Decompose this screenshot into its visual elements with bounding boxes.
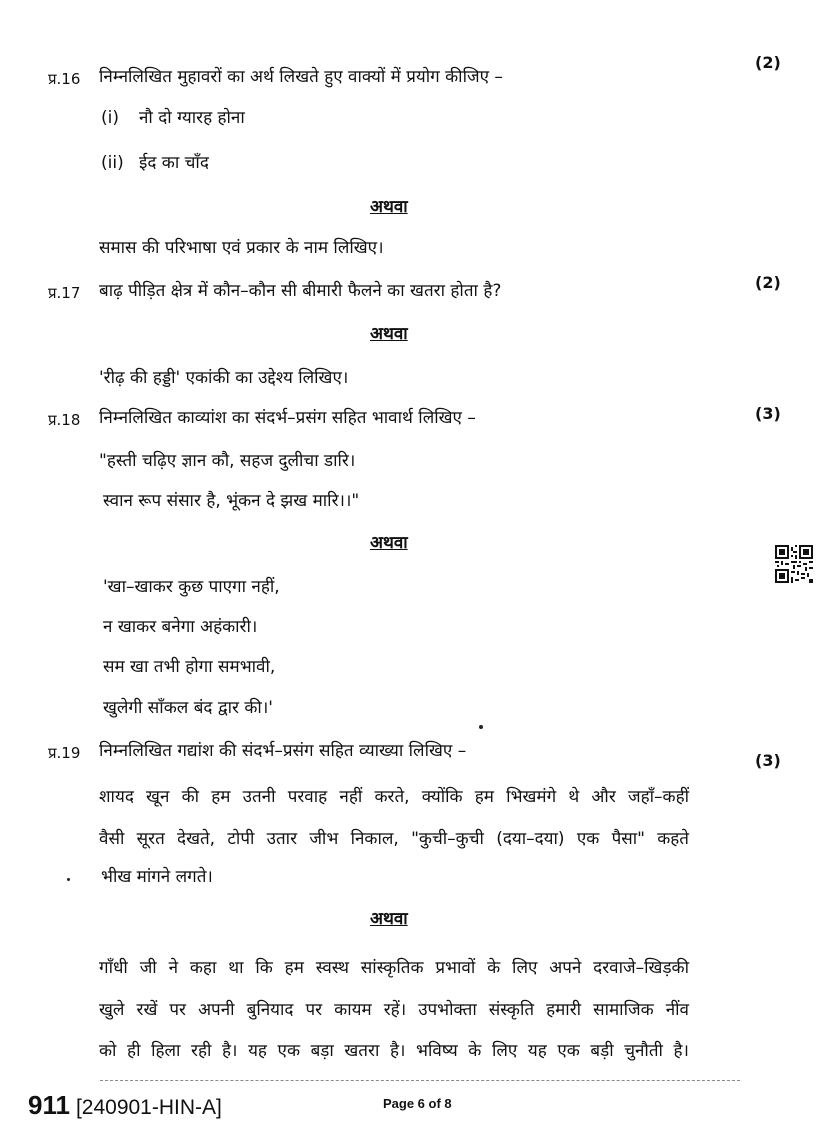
question-marks: (2) (755, 273, 781, 292)
item-label: (ii) (101, 153, 124, 173)
question-text: निम्नलिखित गद्यांश की संदर्भ–प्रसंग सहित व्याख्या लिखिए – (99, 741, 467, 761)
question-number: प्र.18 (48, 411, 81, 429)
poem-line: सम खा तभी होगा समभावी, (103, 657, 276, 677)
poem-line: खुलेगी साँकल बंद द्वार की।' (103, 698, 273, 718)
question-marks: (2) (755, 53, 781, 72)
paper-code (28, 1090, 222, 1121)
passage-line: को ही हिला रही है। यह एक बड़ा खतरा है। भविष्य के लिए यह एक बड़ी चुनौती है। (99, 1041, 689, 1061)
passage-line: गाँधी जी ने कहा था कि हम स्वस्थ सांस्कृतिक प्रभावों के लिए अपने दरवाजे–खिड़की (99, 958, 689, 978)
question-number: प्र.16 (48, 70, 81, 88)
or-separator: अथवा (370, 197, 408, 217)
poem-line: न खाकर बनेगा अहंकारी। (103, 617, 258, 637)
page-number: Page 6 of 8 (383, 1096, 452, 1111)
passage-line: वैसी सूरत देखते, टोपी उतार जीभ निकाल, "कुची–कुची (दया–दया) एक पैसा" कहते (99, 829, 689, 849)
passage-line: खुले रखें पर अपनी बुनियाद पर कायम रहें। उपभोक्ता संस्कृति हमारी सामाजिक नींव (99, 1000, 689, 1020)
paper-code-id: [240901-HIN-A] (75, 1096, 222, 1119)
item-label: (i) (101, 108, 119, 128)
footer-divider (100, 1080, 740, 1081)
alternate-question-text: 'रीढ़ की हड्डी' एकांकी का उद्देश्य लिखिए। (99, 368, 349, 388)
or-separator: अथवा (370, 324, 408, 344)
alternate-question-text: समास की परिभाषा एवं प्रकार के नाम लिखिए। (99, 238, 384, 258)
paper-code-number: 911 (28, 1090, 70, 1120)
poem-line: स्वान रूप संसार है, भूंकन दे झख मारि।।" (103, 491, 360, 511)
item-text: नौ दो ग्यारह होना (139, 108, 245, 128)
passage-line: शायद खून की हम उतनी परवाह नहीं करते, क्योंकि हम भिखमंगे थे और जहाँ–कहीं (99, 787, 689, 807)
question-number: प्र.19 (48, 744, 81, 762)
question-marks: (3) (755, 751, 781, 770)
or-separator: अथवा (370, 909, 408, 929)
question-marks: (3) (755, 404, 781, 423)
passage-line: भीख मांगने लगते। (101, 867, 213, 887)
poem-line: 'खा–खाकर कुछ पाएगा नहीं, (103, 577, 280, 597)
or-separator: अथवा (370, 533, 408, 553)
question-text: निम्नलिखित काव्यांश का संदर्भ–प्रसंग सहित भावार्थ लिखिए – (99, 408, 476, 428)
item-text: ईद का चाँद (139, 153, 209, 173)
stray-mark (479, 725, 483, 729)
question-text: बाढ़ पीड़ित क्षेत्र में कौन–कौन सी बीमारी फैलने का खतरा होता है? (99, 281, 502, 301)
qr-code-icon (775, 545, 813, 583)
question-text: निम्नलिखित मुहावरों का अर्थ लिखते हुए वाक्यों में प्रयोग कीजिए – (99, 67, 503, 87)
question-number: प्र.17 (48, 284, 81, 302)
stray-mark (67, 878, 70, 881)
poem-line: "हस्ती चढ़िए ज्ञान कौ, सहज दुलीचा डारि। (99, 451, 356, 471)
